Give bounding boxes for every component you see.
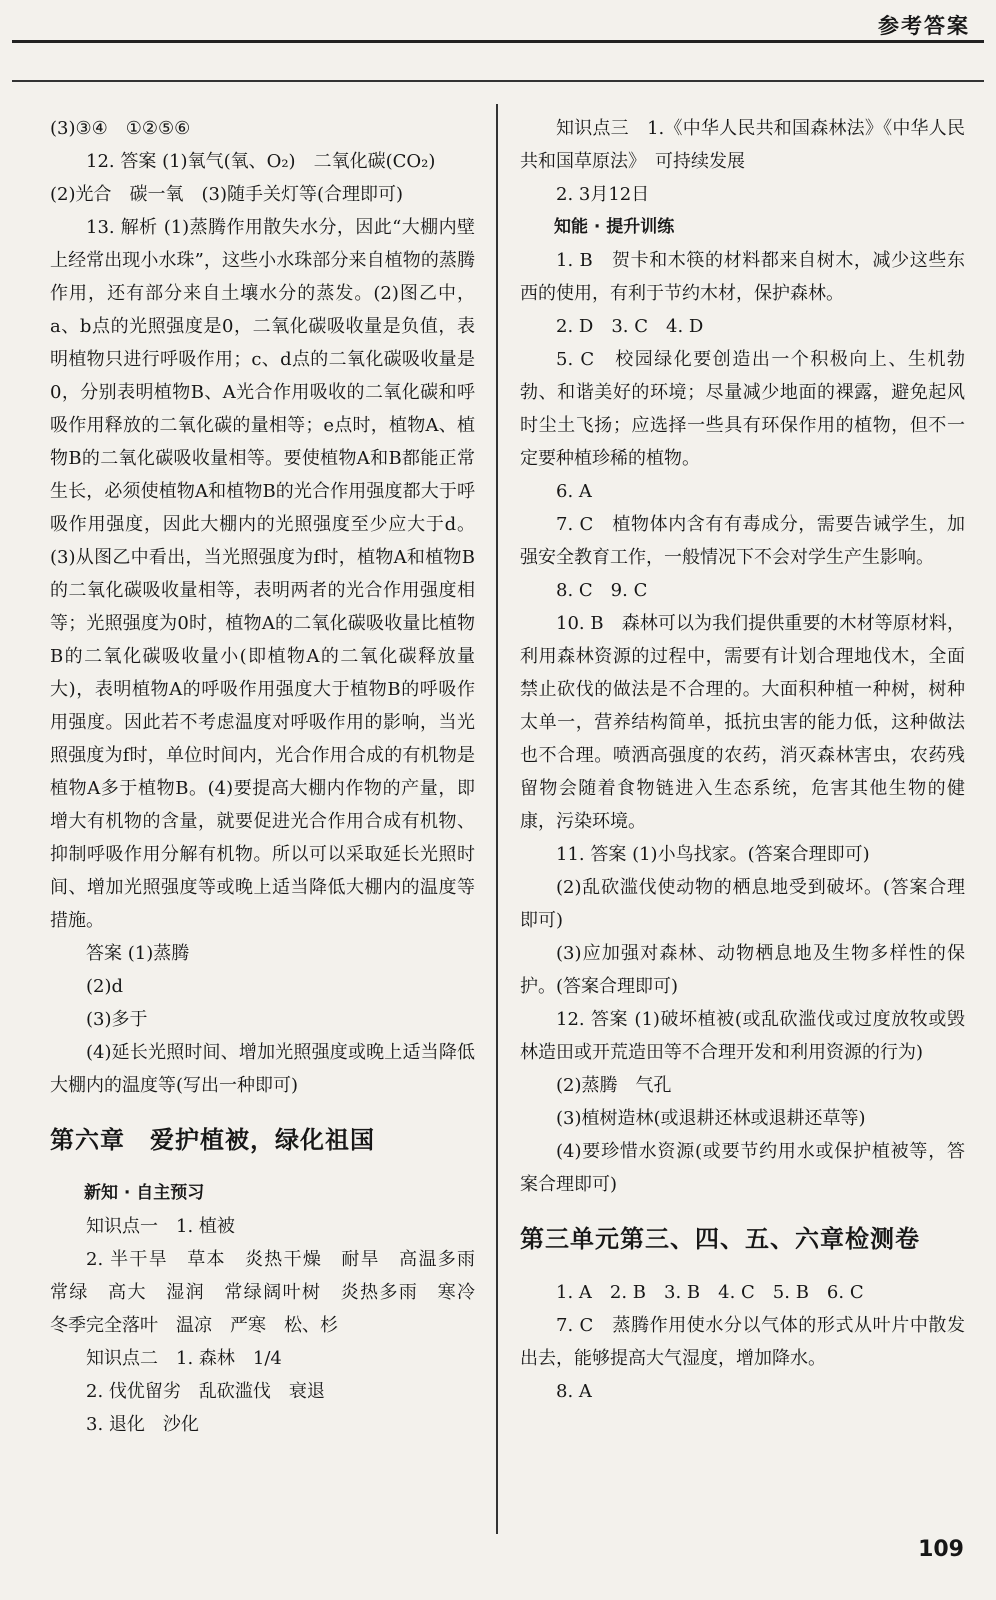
page-number: 109 [918,1537,964,1562]
answer-q13-3: (3)多于 [86,1009,148,1030]
left-column [50,112,493,1441]
answer-r10: 10. B 森林可以为我们提供重要的木材等原材料，利用森林资源的过程中，需要有计划合理地伐木，全面禁止砍伐的做法是不合理的。大面积种植一种树，树种太单一，营养结构简单，抵抗虫害的能力低，这种做法也不合理。喷洒高强度的农药，消灭森林害虫，农药残留物会随着食物链进入生态系统，危害其他生物的健康，污染环境。 [520,613,965,832]
test-answer-7: 7. C 蒸腾作用使水分以气体的形式从叶片中散发出去，能够提高大气湿度，增加降水。 [520,1315,965,1369]
answer-r11-2: (2)乱砍滥伐使动物的栖息地受到破坏。(答案合理即可) [520,877,965,931]
test-answer-8: 8. A [556,1381,592,1402]
answer-line: (3)③④ ①②⑤⑥ [50,118,191,139]
knowledge-point-3: 知识点三 1.《中华人民共和国森林法》《中华人民共和国草原法》 可持续发展 [520,118,965,172]
answer-q13-label: 答案 (1)蒸腾 [86,943,190,964]
answer-r7: 7. C 植物体内含有有毒成分，需要告诫学生，加强安全教育工作，一般情况下不会对学生产生影响。 [520,514,965,568]
answer-r12-3: (3)植树造林(或退耕还林或退耕还草等) [556,1108,866,1129]
section-train-heading: 知能 · 提升训练 [554,217,675,237]
answer-r6: 6. A [556,481,592,502]
answer-r12: 12. 答案 (1)破坏植被(或乱砍滥伐或过度放牧或毁林造田或开荒造田等不合理开发和利用资源的行为) [520,1009,965,1063]
answer-r2: 2. D 3. C 4. D [556,316,704,337]
knowledge-point-2-2: 2. 伐优留劣 乱砍滥伐 衰退 [86,1381,325,1402]
answer-r11-3: (3)应加强对森林、动物栖息地及生物多样性的保护。(答案合理即可) [520,943,965,997]
header-rule-thick [12,40,984,43]
answer-q13-2: (2)d [86,976,124,997]
knowledge-point-1-2: 2. 半干旱 草本 炎热干燥 耐旱 高温多雨 常绿 高大 湿润 常绿阔叶树 炎热多雨 寒冷 冬季完全落叶 温凉 严寒 松、杉 [50,1249,493,1336]
answer-r12-4: (4)要珍惜水资源(或要节约用水或保护植被等，答案合理即可) [520,1141,965,1195]
chapter-title: 第六章 爱护植被，绿化祖国 [50,1126,375,1154]
answer-q13-analysis: 13. 解析 (1)蒸腾作用散失水分，因此“大棚内壁上经常出现小水珠”，这些小水珠部分来自植物的蒸腾作用，还有部分来自土壤水分的蒸发。(2)图乙中，a、b点的光照强度是0，二氧化碳吸收量是负值，表明植物只进行呼吸作用；c、d点的二氧化碳吸收量是0，分别表明植物B、A光合作用吸收的二氧化碳和呼吸作用释放的二氧化碳的量相等；e点时，植物A、植物B的二氧化碳吸收量相等。要使植物A和B都能正常生长，必须使植物A和植物B的光合作用强度都大于呼吸作用强度，因此大棚内的光照强度至少应大于d。(3)从图乙中看出，当光照强度为f时，植物A和植物B的二氧化碳吸收量相等，表明两者的光合作用强度相等；光照强度为0时，植物A的二氧化碳吸收量比植物B的二氧化碳吸收量小(即植物A的二氧化碳释放量大)，表明植物A的呼吸作用强度大于植物B的呼吸作用强度。因此若不考虑温度对呼吸作用的影响，当光照强度为f时，单位时间内，光合作用合成的有机物是植物A多于植物B。(4)要提高大棚内作物的产量，即增大有机物的含量，就要促进光合作用合成有机物、抑制呼吸作用分解有机物。所以可以采取延长光照时间、增加光照强度等或晚上适当降低大棚内的温度等措施。 [50,217,475,931]
answer-r11: 11. 答案 (1)小鸟找家。(答案合理即可) [556,844,870,865]
knowledge-point-2: 知识点二 1. 森林 1/4 [86,1348,282,1369]
knowledge-point-2-3: 3. 退化 沙化 [86,1414,199,1435]
section-preview-heading: 新知 · 自主预习 [84,1183,205,1203]
page-header-title: 参考答案 [878,14,970,38]
test-title: 第三单元第三、四、五、六章检测卷 [520,1225,920,1253]
answer-q12-b: (2)光合 碳一氧 (3)随手关灯等(合理即可) [50,184,404,205]
knowledge-point-1: 知识点一 1. 植被 [86,1216,235,1237]
header-rule-thin [12,80,984,82]
column-divider [496,104,498,1534]
answer-r1: 1. B 贺卡和木筷的材料都来自树木，减少这些东西的使用，有利于节约木材，保护森林。 [520,250,965,304]
knowledge-point-3-2: 2. 3月12日 [556,184,650,205]
test-answers-1: 1. A 2. B 3. B 4. C 5. B 6. C [556,1282,864,1303]
answer-r8: 8. C 9. C [556,580,648,601]
answer-q13-4: (4)延长光照时间、增加光照强度或晚上适当降低大棚内的温度等(写出一种即可) [50,1042,475,1096]
right-column [520,112,965,1408]
answer-q12: 12. 答案 (1)氧气(氧、O₂) 二氧化碳(CO₂) [86,151,436,172]
answer-r12-2: (2)蒸腾 气孔 [556,1075,672,1096]
answer-r5: 5. C 校园绿化要创造出一个积极向上、生机勃勃、和谐美好的环境；尽量减少地面的裸露，避免起风时尘土飞扬；应选择一些具有环保作用的植物，但不一定要种植珍稀的植物。 [520,349,965,469]
